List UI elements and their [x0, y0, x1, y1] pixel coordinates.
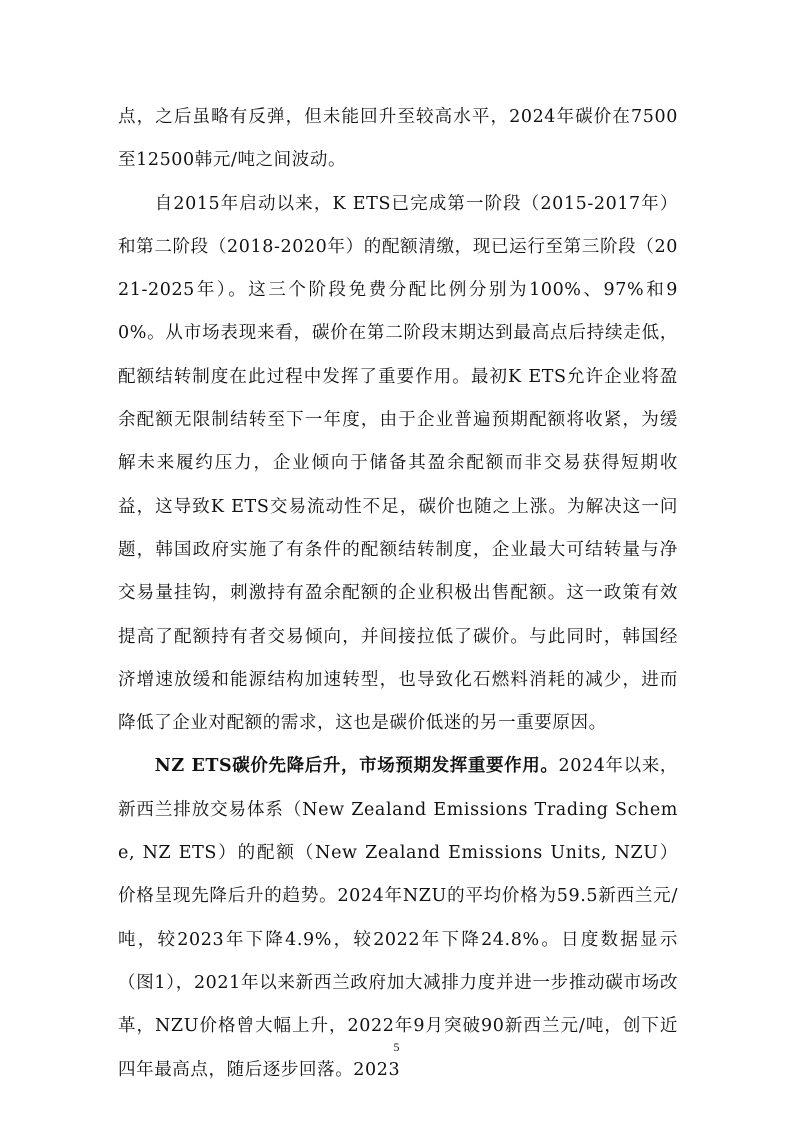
- paragraph-lead-heading: NZ ETS碳价先降后升，市场预期发挥重要作用。: [154, 756, 559, 777]
- paragraph-k-ets: 自2015年启动以来，K ETS已完成第一阶段（2015-2017年）和第二阶段（2018-2020年）的配额清缴，现已运行至第三阶段（2021-2025年）。这三个阶段免费分配比例分别为100%、97%和90%。从市场表现来看，碳价在第二阶段末期达到最高点后持续走低，配额结转制度在此过程中发挥了重要作用。最初K ETS允许企业将盈余配额无限制结转至下一年度，由于企业普遍预期配额将收紧，为缓解未来履约压力，企业倾向于储备其盈余配额而非交易获得短期收益，这导致K ETS交易流动性不足，碳价也随之上涨。为解决这一问题，韩国政府实施了有条件的配额结转制度，企业最大可结转量与净交易量挂钩，刺激持有盈余配额的企业积极出售配额。这一政策有效提高了配额持有者交易倾向，并间接拉低了碳价。与此同时，韩国经济增速放缓和能源结构加速转型，也导致化石燃料消耗的减少，进而降低了企业对配额的需求，这也是碳价低迷的另一重要原因。: [118, 193, 678, 734]
- paragraph-body: 2024年以来，新西兰排放交易体系（New Zealand Emissions Trading Scheme, NZ ETS）的配额（New Zealand Emissions Units, NZU）价格呈现先降后升的趋势。2024年NZU的平均价格为59.5新西兰元/吨，较2023年下降4.9%，较2022年下降24.8%。日度数据显示（图1），2021年以来新西兰政府加大减排力度并进一步推动碳市场改革，NZU价格曾大幅上升，2022年9月突破90新西兰元/吨，创下近四年最高点，随后逐步回落。2023: [118, 756, 678, 1080]
- body-text: [118, 96, 678, 1092]
- page-number: 5: [393, 1040, 400, 1054]
- paragraph-continuation: 点，之后虽略有反弹，但未能回升至较高水平，2024年碳价在7500至12500韩元/吨之间波动。: [118, 107, 678, 171]
